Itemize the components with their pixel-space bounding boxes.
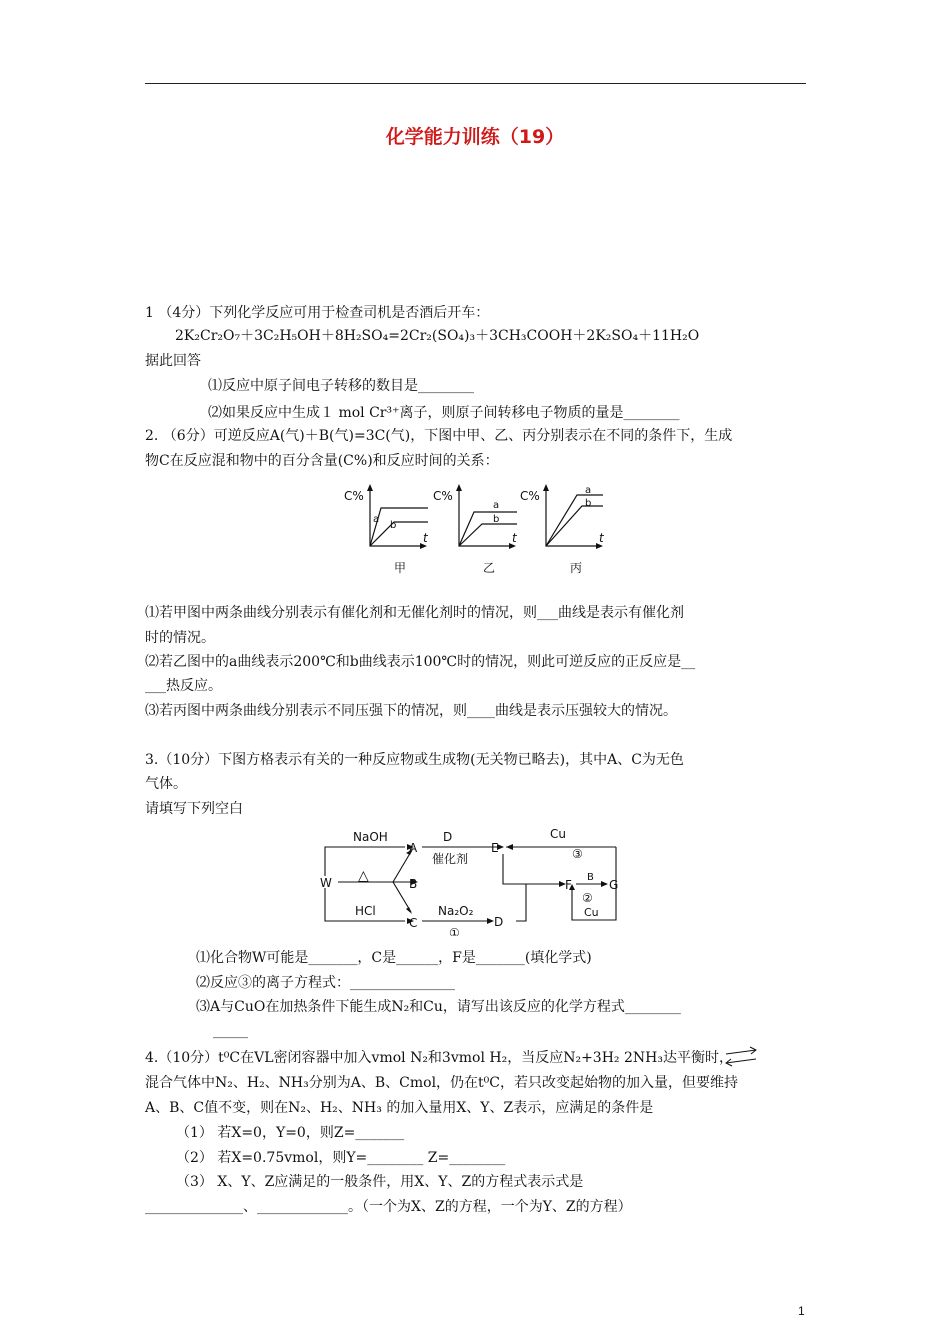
g3-curve-a: a (585, 485, 592, 496)
q3-stem-line3: 请填写下列空白 (145, 801, 243, 817)
label-cu-bottom: Cu (584, 906, 599, 919)
g2-curve-b: b (493, 514, 500, 525)
g3-curve-b: b (585, 498, 592, 509)
page-title: 化学能力训练（19） (385, 126, 565, 148)
g1-curve-a: a (373, 514, 380, 525)
q2-part1-line1: ⑴若甲图中两条曲线分别表示有催化剂和无催化剂时的情况，则___曲线是表示有催化剂 (145, 605, 684, 621)
node-e: E (491, 841, 499, 855)
q2-stem-line2: 物C在反应混和物中的百分含量(C%)和反应时间的关系： (145, 453, 499, 469)
q4-part1: （1） 若X=0，Y=0，则Z=_______ (176, 1125, 405, 1141)
q4-stem-line3: A、B、C值不变，则在N₂、H₂、NH₃ 的加入量用X、Y、Z表示，应满足的条件是 (145, 1100, 654, 1116)
label-reaction3: ③ (572, 847, 583, 861)
q1-stem: 1 （4分）下列化学反应可用于检查司机是否酒后开车： (145, 305, 490, 321)
q3-flow-diagram (318, 826, 628, 936)
q4-part2: （2） 若X=0.75vmol，则Y=________ Z=________ (176, 1150, 506, 1166)
g3-caption: 丙 (570, 561, 583, 575)
q4-stem-line2: 混合气体中N₂、H₂、NH₃分别为A、B、Cmol，仍在t⁰C，若只改变起始物的加入量，但要维持 (145, 1075, 738, 1091)
q2-stem-line1: 2. （6分）可逆反应A(气)＋B(气)=3C(气)，下图中甲、乙、丙分别表示在不同的条件下，生成 (145, 428, 733, 444)
g1-caption: 甲 (394, 561, 407, 575)
label-d-top: D (443, 830, 453, 844)
label-cu-top: Cu (550, 827, 566, 841)
label-heat: △ (358, 868, 369, 884)
label-b-right: B (587, 872, 594, 883)
g1-xlabel: t (423, 531, 428, 545)
label-reaction2: ② (582, 891, 593, 905)
node-c: C (409, 916, 418, 930)
label-reaction1: ① (449, 926, 460, 936)
q1-part1: ⑴反应中原子间电子转移的数目是________ (208, 378, 474, 394)
q4-part3: （3） X、Y、Z应满足的一般条件，用X、Y、Z的方程式表示式是 (176, 1174, 584, 1190)
q2-part2-line2: ___热反应。 (145, 678, 222, 694)
g1-ylabel: C% (344, 489, 364, 503)
q3-part3-line1: ⑶A与CuO在加热条件下能生成N₂和Cu，请写出该反应的化学方程式________ (196, 999, 681, 1015)
g3-ylabel: C% (520, 489, 540, 503)
q1-lead: 据此回答 (145, 353, 201, 369)
q3-stem-line1: 3.（10分）下图方格表示有关的一种反应物或生成物(无关物已略去)，其中A、C为无色 (145, 752, 684, 768)
label-naoh: NaOH (353, 830, 388, 844)
node-a: A (409, 841, 418, 855)
header-rule (145, 83, 806, 84)
label-hcl: HCl (355, 904, 376, 918)
q1-part2: ⑵如果反应中生成１ mol Cr³⁺离子，则原子间转移电子物质的量是________ (208, 405, 680, 421)
g3-xlabel: t (599, 531, 604, 545)
node-f: F (565, 878, 572, 892)
q3-part3-line2: _____ (213, 1023, 248, 1039)
q1-equation: 2K₂Cr₂O₇＋3C₂H₅OH＋8H₂SO₄=2Cr₂(SO₄)₃＋3CH₃COOH＋2K₂SO₄＋11H₂O (175, 328, 700, 344)
g2-caption: 乙 (483, 561, 496, 575)
q3-stem-line2: 气体。 (145, 776, 187, 792)
node-b: B (409, 877, 418, 891)
label-catalyst: 催化剂 (432, 852, 469, 866)
q4-stem-line1: 4.（10分）t⁰C在VL密闭容器中加入vmol N₂和3vmol H₂，当反应N₂+3H₂ 2NH₃达平衡时， (145, 1050, 733, 1066)
q3-part1: ⑴化合物W可能是_______，C是______，F是_______(填化学式) (196, 950, 592, 966)
g2-ylabel: C% (433, 489, 453, 503)
equilibrium-arrow-icon (720, 1046, 760, 1068)
q2-part2-line1: ⑵若乙图中的a曲线表示200℃和b曲线表示100℃时的情况，则此可逆反应的正反应是__ (145, 654, 696, 670)
node-w: W (320, 876, 332, 890)
node-g: G (609, 878, 619, 892)
page-number: 1 (798, 1304, 805, 1318)
node-d: D (494, 915, 504, 929)
q2-part1-line2: 时的情况。 (145, 630, 215, 646)
q4-part3-blanks: ______________、_____________。（一个为X、Z的方程，一个为Y、Z的方程） (145, 1199, 632, 1215)
q2-part3: ⑶若丙图中两条曲线分别表示不同压强下的情况，则____曲线是表示压强较大的情况。 (145, 703, 677, 719)
g2-curve-a: a (493, 500, 500, 511)
g1-curve-b: b (390, 520, 397, 531)
q3-part2: ⑵反应③的离子方程式：_______________ (196, 975, 455, 991)
label-na2o2: Na₂O₂ (438, 904, 474, 918)
q2-graphs (340, 484, 615, 579)
g2-xlabel: t (512, 531, 517, 545)
